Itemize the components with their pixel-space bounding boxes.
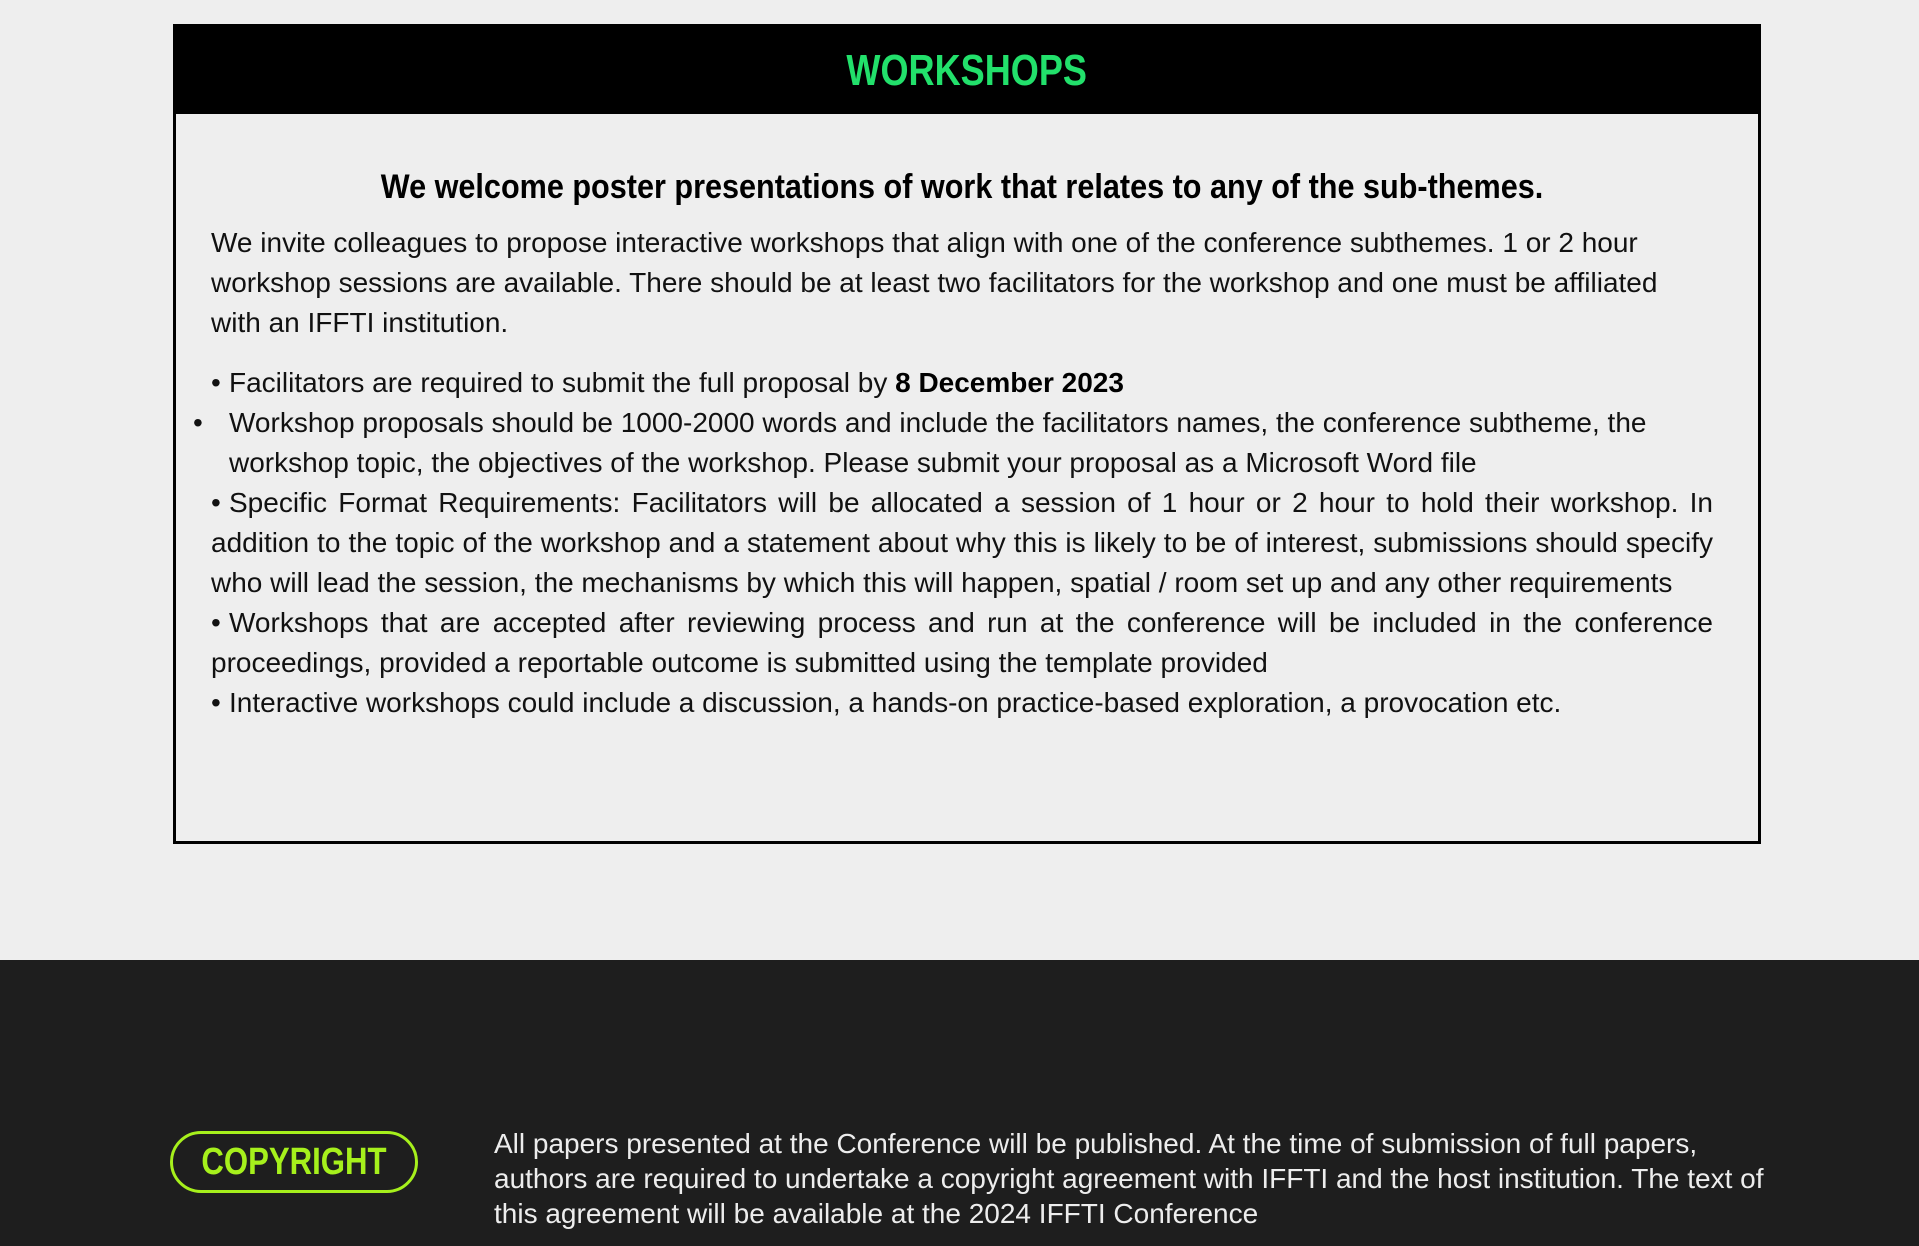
- workshops-body: [176, 168, 1758, 723]
- bullet-proposal-length: [193, 403, 1713, 483]
- workshops-title: WORKSHOPS: [846, 45, 1088, 95]
- bullet-text: Specific Format Requirements: Facilitators will be allocated a session of 1 hour or 2 hour to hold their workshop. In addition to the topic of the workshop and a statement about why this is likely to be of interest, submissions should specify who will lead the session, the mechanisms by which this will happen, spatial / room set up and any other requirements: [211, 487, 1713, 598]
- workshops-bullet-list: [193, 363, 1713, 723]
- bullet-text: Workshops that are accepted after reviewing process and run at the conference will be included in the conference proceedings, provided a reportable outcome is submitted using the template provided: [211, 607, 1713, 678]
- copyright-label: COPYRIGHT: [201, 1140, 387, 1183]
- copyright-badge: [170, 1131, 418, 1193]
- bullet-format-requirements: [211, 483, 1713, 603]
- bullet-text: Workshop proposals should be 1000-2000 words and include the facilitators names, the conference subtheme, the workshop topic, the objectives of the workshop. Please submit your proposal as a Microsoft Word file: [229, 407, 1647, 478]
- workshops-header: [176, 27, 1758, 114]
- workshops-subheading: We welcome poster presentations of work that relates to any of the sub-themes.: [380, 168, 1544, 206]
- bullet-text: Facilitators are required to submit the full proposal by: [229, 367, 896, 398]
- bullet-icon: •: [211, 607, 221, 638]
- bullet-text: Interactive workshops could include a discussion, a hands-on practice-based exploration, a provocation etc.: [229, 687, 1562, 718]
- bullet-proceedings: [211, 603, 1713, 683]
- deadline-date: 8 December 2023: [895, 367, 1124, 398]
- bullet-icon: •: [211, 367, 221, 398]
- bullet-icon: •: [193, 407, 203, 438]
- bullet-deadline: [211, 363, 1713, 403]
- bullet-interactive-examples: [211, 683, 1713, 723]
- page-footer: [0, 960, 1919, 1246]
- workshops-section: [173, 24, 1761, 844]
- bullet-icon: •: [211, 687, 221, 718]
- workshops-intro: We invite colleagues to propose interactive workshops that align with one of the conference subthemes. 1 or 2 hour workshop sessions are available. There should be at least two facilitators for the workshop and one must be affiliated with an IFFTI institution.: [211, 227, 1658, 338]
- bullet-icon: •: [211, 487, 221, 518]
- copyright-text: All papers presented at the Conference will be published. At the time of submission of full papers, authors are required to undertake a copyright agreement with IFFTI and the host institution. The text of this agreement will be available at the 2024 IFFTI Conference: [494, 1128, 1764, 1229]
